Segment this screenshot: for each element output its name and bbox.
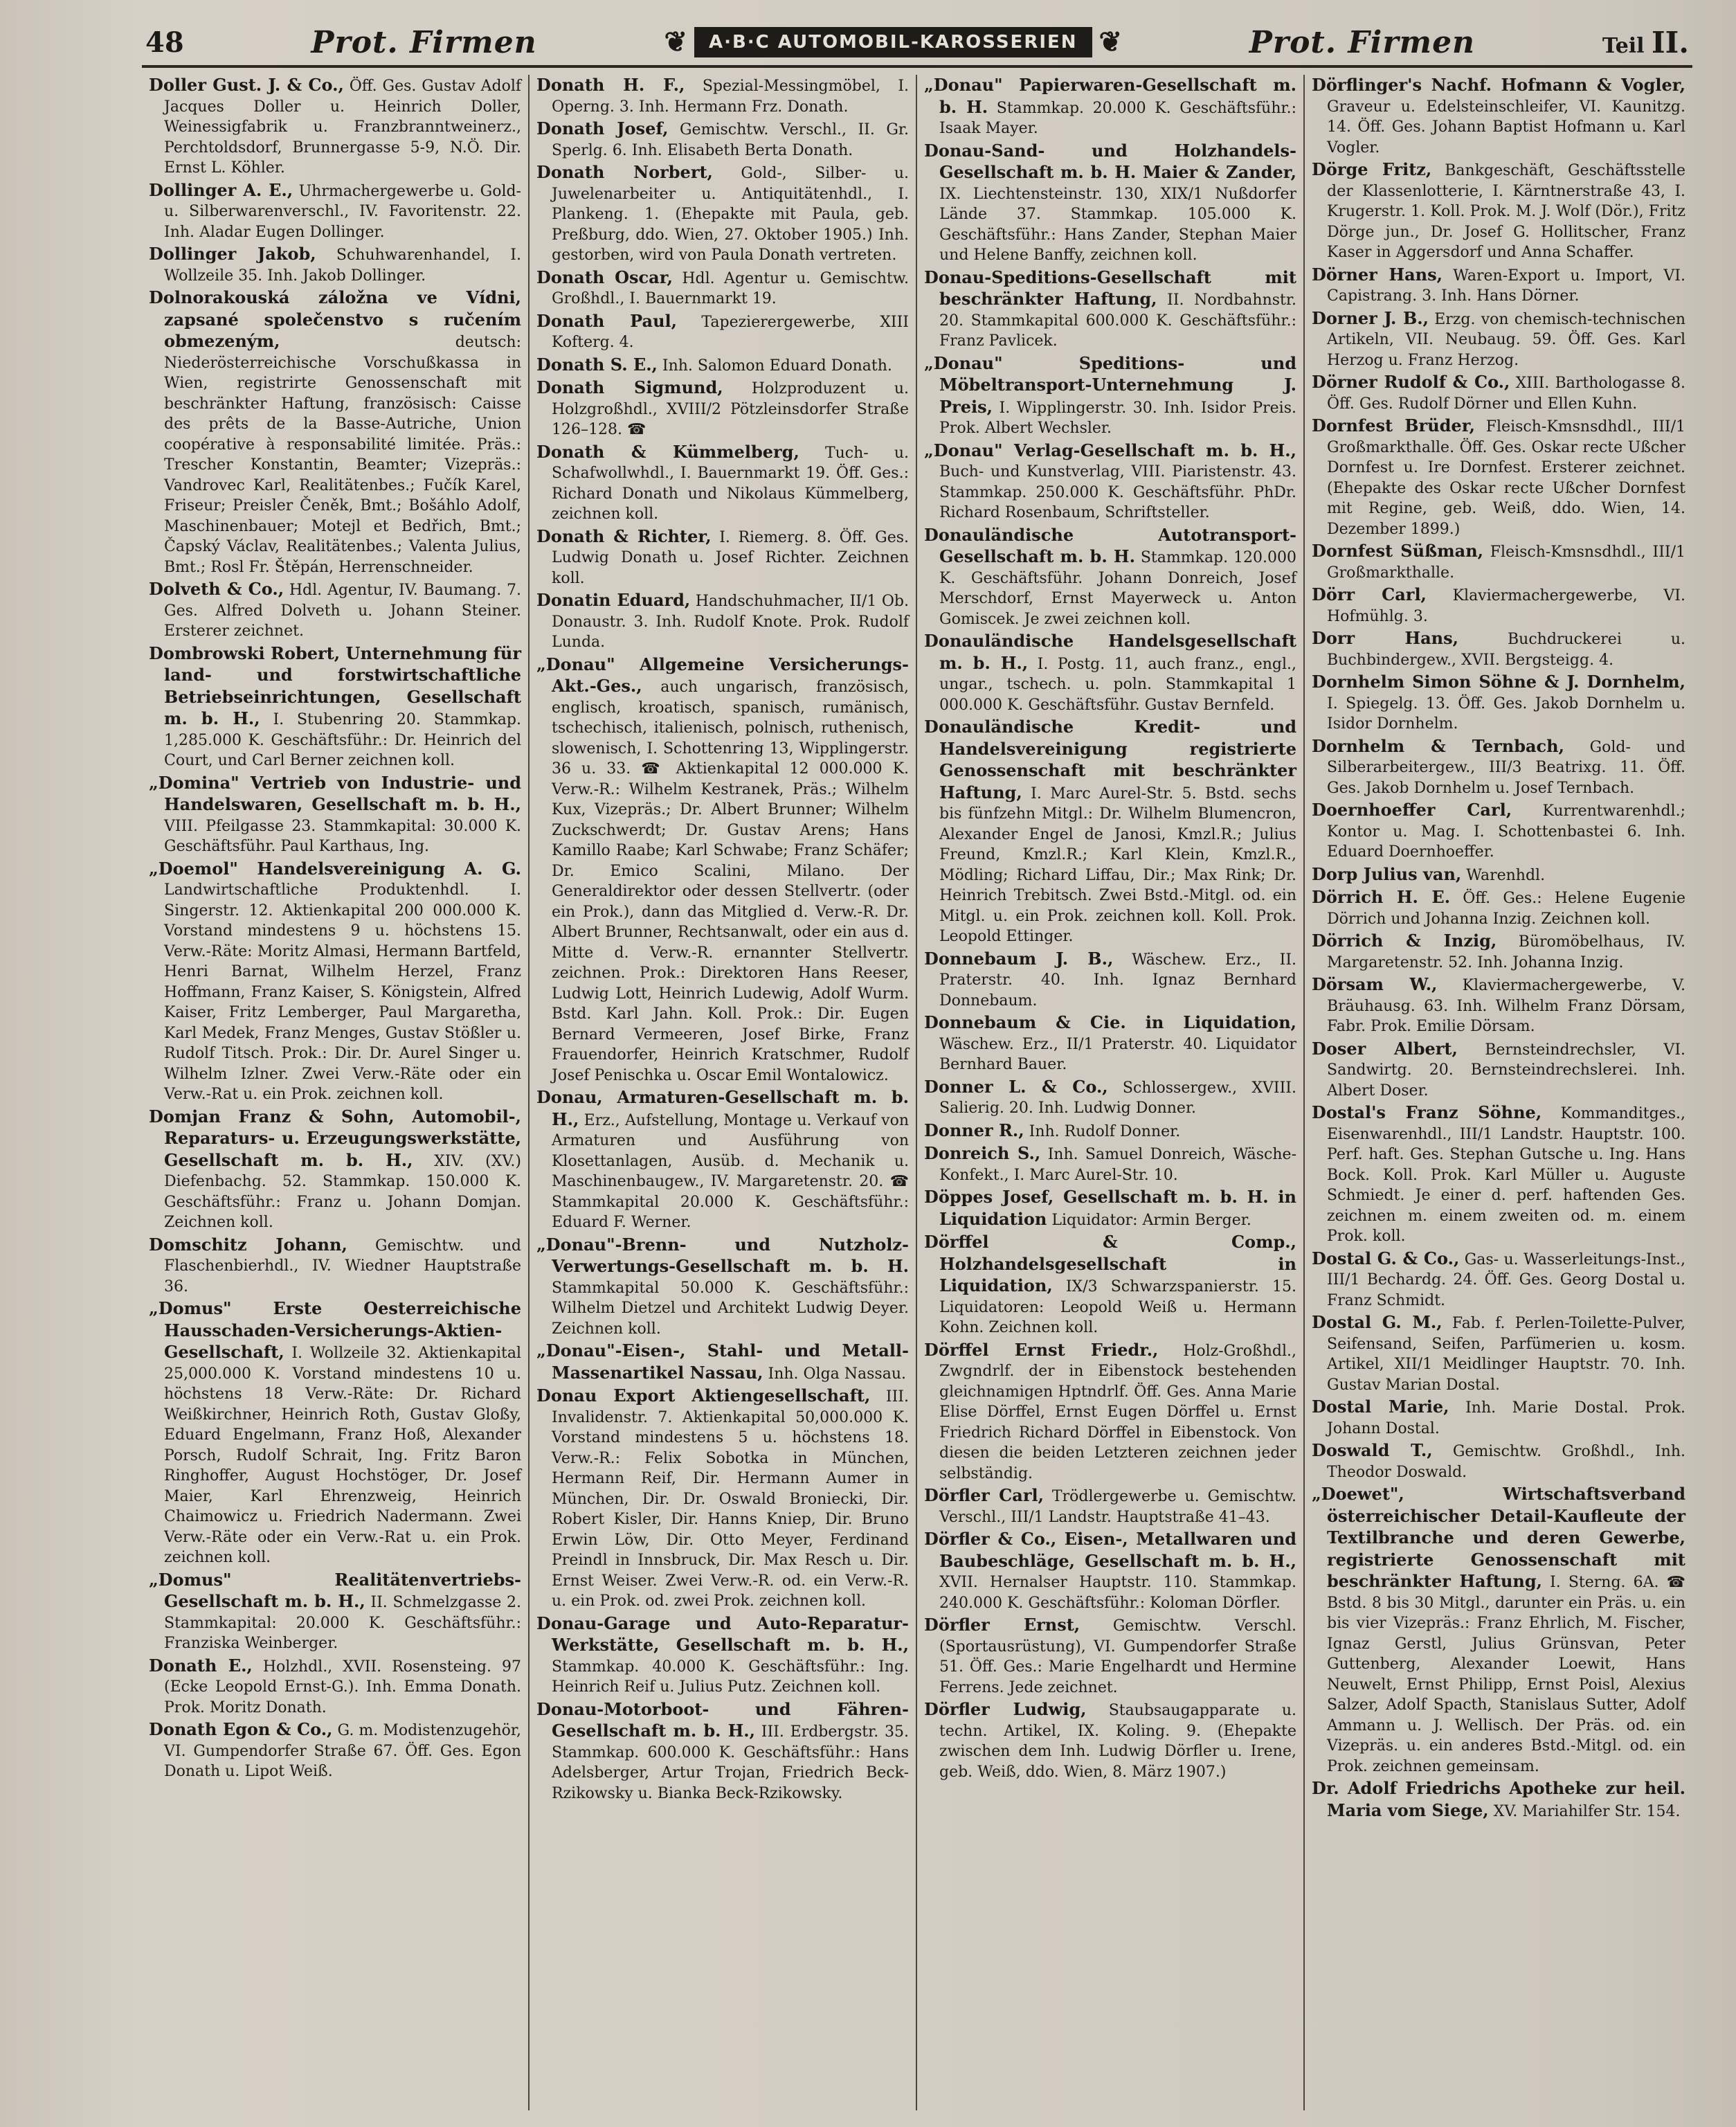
directory-entry xyxy=(149,75,521,179)
entry-firm-name: Dostal's Franz Söhne, xyxy=(1312,1102,1542,1122)
directory-entry xyxy=(924,1485,1296,1527)
entry-firm-name: Donath Oscar, xyxy=(536,267,673,287)
directory-entry xyxy=(924,353,1296,439)
entry-firm-name: Dr. Adolf Friedrichs Apotheke zur heil. Maria vom Siege, xyxy=(1312,1778,1685,1820)
entry-details: Öff. Ges.: Helene Eugenie Dörrich und Johanna Inzig. Zeichnen koll. xyxy=(1327,890,1685,928)
entry-details: I. Wollzeile 32. Aktienkapital 25,000.000 K. Vorstand mindestens 10 u. höchstens 18 Verw.-Räte: Dr. Richard Weißkirchner, Heinrich Roth, Gustav Gloßy, Eduard Engelmann, Franz Hoß, Alexander Porsch, Rudolf Schrait, Ing. Fritz Baron Ringhoffer, August Hochstöger, Dr. Josef Maier, Karl Ehrenzweig, Heinrich Chaimowicz u. Friedrich Nadermann. Zwei Verw.-Räte oder ein Verw.-Rat u. ein Prok. zeichnen koll. xyxy=(164,1345,521,1566)
directory-entry xyxy=(149,1570,521,1654)
entry-firm-name: Dolnorakouská záložna ve Vídni, zapsané společenstvo s ručením obmezeným, xyxy=(149,287,521,351)
directory-entry xyxy=(1312,974,1685,1037)
entry-details: Klaviermachergewerbe, V. Bräuhausg. 63. Inh. Wilhelm Franz Dörsam, Fabr. Prok. Emilie Dörsam. xyxy=(1327,977,1685,1035)
directory-entry xyxy=(536,75,909,117)
directory-entry xyxy=(924,1012,1296,1075)
directory-entry xyxy=(1312,584,1685,627)
entry-details: deutsch: Niederösterreichische Vorschußkassa in Wien, registrirte Genossenschaft mit beschränkter Haftung, französisch: Caisse des prêts de la Basse-Autriche, Union coopérative à responsabilité limitée. Präs.: Trescher Konstantin, Beamter; Vizepräs.: Vandrovec Karl, Realitätenbes.; Fučík Karel, Friseur; Preisler Čeněk, Bmt.; Bošáhlo Adolf, Maschinenbauer; Motejl et Bedřich, Bmt.; Čapský Václav, Realitätenbes.; Valenta Julius, Bmt.; Rosl Fr. Štěpán, Herrenschneider. xyxy=(164,334,521,576)
entry-firm-name: Döppes Josef, Gesellschaft m. b. H. in Liquidation xyxy=(924,1187,1296,1229)
entry-firm-name: Donreich S., xyxy=(924,1143,1041,1163)
directory-entry xyxy=(149,1719,521,1782)
entry-firm-name: Donath & Kümmelberg, xyxy=(536,441,799,462)
entry-details: Hdl. Agentur u. Gemischtw. Großhdl., I. Bauernmarkt 19. xyxy=(552,269,910,307)
directory-entry xyxy=(924,141,1296,266)
entry-firm-name: „Domus" Realitätenvertriebs-Gesellschaft m. b. H., xyxy=(149,1569,521,1611)
directory-entry xyxy=(924,525,1296,630)
entry-firm-name: „Donau" Speditions- und Möbeltransport-Unternehmung J. Preis, xyxy=(924,352,1296,417)
entry-firm-name: Dörsam W., xyxy=(1312,974,1438,994)
directory-entry xyxy=(536,442,909,525)
entry-firm-name: „Donau" Papierwaren-Gesellschaft m. b. H. xyxy=(924,75,1296,117)
entry-details: Uhrmachergewerbe u. Gold- u. Silberwarenverschl., IV. Favoritenstr. 22. Inh. Aladar Eugen Dollinger. xyxy=(164,182,521,241)
entry-firm-name: Donath Sigmund, xyxy=(536,377,723,397)
entry-details: Öff. Ges. Gustav Adolf Jacques Doller u. Heinrich Doller, Weinessigfabrik u. Franzbranntweinerz., Perchtoldsdorf, Brunnergasse 5-9, N.Ö. Dir. Ernst L. Köhler. xyxy=(164,78,521,177)
entry-firm-name: Donath Egon & Co., xyxy=(149,1719,333,1739)
directory-entry xyxy=(536,654,909,1086)
entry-firm-name: Donnebaum & Cie. in Liquidation, xyxy=(924,1012,1296,1032)
entry-details: Fleisch-Kmsnsdhdl., III/1 Großmarkthalle. Öff. Ges. Oskar recte Ußcher Dornfest u. Ire Dornfest. Ersterer zeichnet. (Ehepakte des Oskar recte Ußcher Dornfest mit Regine, geb. Weiß, ddo. Wien, 14. Dezember 1899.) xyxy=(1327,418,1685,538)
directory-entry xyxy=(924,1699,1296,1782)
entry-details: Inh. Rudolf Donner. xyxy=(1029,1122,1181,1140)
entry-firm-name: Dollinger Jakob, xyxy=(149,244,316,264)
directory-entry xyxy=(1312,887,1685,929)
entry-details: Holzhdl., XVII. Rosensteing. 97 (Ecke Leopold Ernst-G.). Inh. Emma Donath. Prok. Moritz Donath. xyxy=(164,1658,521,1716)
entry-firm-name: Dolveth & Co., xyxy=(149,579,284,599)
directory-entry xyxy=(1312,864,1685,886)
listing-columns xyxy=(142,75,1692,2110)
entry-details: Inh. Salomon Eduard Donath. xyxy=(662,357,892,375)
entry-firm-name: Doller Gust. J. & Co., xyxy=(149,75,344,95)
entry-firm-name: Donau-Sand- und Holzhandels-Gesellschaft m. b. H. Maier & Zander, xyxy=(924,140,1296,182)
entry-details: Stammkapital 50.000 K. Geschäftsführ.: Wilhelm Dietzel und Architekt Ludwig Deyer. Zeichnen koll. xyxy=(552,1279,909,1338)
directory-entry xyxy=(536,267,909,309)
entry-details: XIV. (XV.) Diefenbachg. 52. Stammkap. 150.000 K. Geschäftsführ.: Franz u. Johann Domjan. Zeichnen koll. xyxy=(164,1152,522,1231)
entry-details: Gas- u. Wasserleitungs-Inst., III/1 Bechardg. 24. Öff. Ges. Georg Dostal u. Franz Schmidt. xyxy=(1327,1250,1685,1309)
directory-entry xyxy=(536,526,909,589)
entry-details: Gemischtw. und Flaschenbierhdl., IV. Wiedner Hauptstraße 36. xyxy=(164,1237,521,1295)
entry-details: Gemischtw. Großhdl., Inh. Theodor Doswald. xyxy=(1327,1443,1685,1481)
part-number: II. xyxy=(1652,25,1689,60)
directory-entry xyxy=(149,1655,521,1718)
directory-entry xyxy=(924,1529,1296,1613)
directory-entry xyxy=(536,354,909,377)
directory-entry xyxy=(924,1077,1296,1119)
entry-details: Bernsteindrechsler, VI. Sandwirtg. 20. Bernsteindrechslerei. Inh. Albert Doser. xyxy=(1327,1041,1685,1100)
entry-details: Holzproduzent u. Holzgroßhdl., XVIII/2 Pötzleinsdorfer Straße 126–128. ☎ xyxy=(552,380,910,438)
entry-firm-name: Donauländische Handelsgesellschaft m. b. H., xyxy=(924,631,1296,673)
entry-firm-name: „Donau"-Brenn- und Nutzholz-Verwertungs-Gesellschaft m. b. H. xyxy=(536,1234,909,1276)
entry-firm-name: Dörfler Ernst, xyxy=(924,1615,1081,1635)
entry-details: XV. Mariahilfer Str. 154. xyxy=(1493,1802,1681,1820)
entry-firm-name: Dornhelm & Ternbach, xyxy=(1312,735,1564,756)
entry-details: I. Wipplingerstr. 30. Inh. Isidor Preis. Prok. Albert Wechsler. xyxy=(939,399,1296,437)
entry-firm-name: Doswald T., xyxy=(1312,1440,1433,1460)
entry-firm-name: Donath S. E., xyxy=(536,354,658,375)
directory-entry xyxy=(1312,159,1685,263)
entry-firm-name: Donau-Speditions-Gesellschaft mit beschränkter Haftung, xyxy=(924,267,1296,309)
entry-details: Erzg. von chemisch-technischen Artikeln, VII. Neubaug. 59. Öff. Ges. Karl Herzog u. Franz Herzog. xyxy=(1327,310,1686,369)
directory-entry xyxy=(149,180,521,243)
directory-entry xyxy=(924,1143,1296,1185)
entry-details: II. Schmelzgasse 2. Stammkapital: 20.000 K. Geschäftsführ.: Franziska Weinberger. xyxy=(164,1594,521,1652)
directory-entry xyxy=(1312,931,1685,973)
column-1 xyxy=(142,75,530,2110)
directory-entry xyxy=(924,267,1296,352)
entry-details: Warenhdl. xyxy=(1466,866,1546,884)
directory-entry xyxy=(1312,75,1685,158)
directory-entry xyxy=(1312,1102,1685,1247)
entry-details: auch ungarisch, französisch, englisch, kroatisch, spanisch, rumänisch, tschechisch, italienisch, polnisch, ruthenisch, slowenisch, I. Schottenring 13, Wipplingerstr. 36 u. 33. ☎ Aktienkapital 12 000.000 K. Verw.-R.: Wilhelm Kestranek, Präs.; Wilhelm Kux, Vizepräs.; Dr. Albert Brunner; Wilhelm Zuckschwerdt; Dr. Gustav Arens; Hans Kamillo Raabe; Karl Schwabe; Franz Schäfer; Dr. Emico Scalini, Milano. Der Generaldirektor oder dessen Stellvertr. (oder ein Prok.), dann das Mitglied d. Verw.-R. Dr. Albert Brunner, Rechtsanwalt, oder ein aus d. Mitte d. Verw.-R. ernannter Stellvertr. zeichnen. Prok.: Direktoren Hans Reeser, Ludwig Lott, Heinrich Ludewig, Adolf Wurm. Bstd. Karl Jahn. Koll. Prok.: Dir. Eugen Bernard Vermeeren, Josef Birke, Franz Frauendorfer, Heinrich Kratschmer, Rudolf Josef Penischka u. Oscar Emil Wontalowicz. xyxy=(552,679,909,1084)
entry-firm-name: Dombrowski Robert, Unternehmung für land- und forstwirtschaftliche Betriebseinrichtungen, Gesellschaft m. b. H., xyxy=(149,643,521,728)
directory-entry xyxy=(536,311,909,353)
directory-entry xyxy=(149,1298,521,1568)
entry-details: Stammkap. 40.000 K. Geschäftsführ.: Ing. Heinrich Reif u. Julius Putz. Zeichnen koll. xyxy=(552,1658,909,1696)
page-number: 48 xyxy=(145,26,184,59)
entry-details: Tapezierergewerbe, XIII Kofterg. 4. xyxy=(552,313,909,351)
entry-firm-name: „Doewet", Wirtschaftsverband österreichischer Detail-Kaufleute der Textilbranche und deren Gewerbe, registrierte Genossenschaft mit beschränkter Haftung, xyxy=(1312,1484,1685,1591)
column-4 xyxy=(1305,75,1692,2110)
entry-details: Gemischtw. Verschl., II. Gr. Sperlg. 6. Inh. Elisabeth Berta Donath. xyxy=(552,121,909,159)
directory-entry xyxy=(1312,1440,1685,1482)
directory-entry xyxy=(536,1235,909,1340)
entry-firm-name: Dornfest Brüder, xyxy=(1312,415,1475,436)
entry-details: I. Stubenring 20. Stammkap. 1,285.000 K. Geschäftsführ.: Dr. Heinrich del Court, und Carl Berner zeichnen koll. xyxy=(164,711,521,769)
entry-firm-name: Dörfler Ludwig, xyxy=(924,1699,1087,1719)
directory-entry xyxy=(924,949,1296,1012)
entry-firm-name: Donauländische Kredit- und Handelsvereinigung registrierte Genossenschaft mit beschränkter Haftung, xyxy=(924,717,1296,802)
entry-firm-name: „Doemol" Handelsvereinigung A. G. xyxy=(149,858,521,879)
directory-entry xyxy=(536,590,909,653)
entry-details: Inh. Samuel Donreich, Wäsche-Konfekt., I. Marc Aurel-Str. 10. xyxy=(939,1146,1297,1184)
entry-firm-name: Dörffel Ernst Friedr., xyxy=(924,1339,1159,1360)
directory-entry xyxy=(536,1340,909,1384)
directory-entry xyxy=(1312,541,1685,583)
entry-firm-name: „Domus" Erste Oesterreichische Hausschaden-Versicherungs-Aktien-Gesellschaft, xyxy=(149,1298,521,1362)
directory-entry xyxy=(1312,308,1685,371)
entry-details: III. Invalidenstr. 7. Aktienkapital 50,000.000 K. Vorstand mindestens 5 u. höchstens 18. Verw.-R.: Felix Sobotka in München, Hermann Reif, Dir. Hermann Aumer in München, Dir. Dr. Oswald Broniecki, Dir. Robert Kisler, Dir. Hanns Kniep, Dir. Bruno Erwin Löw, Dir. Otto Meyer, Ferdinand Preindl in Innsbruck, Dir. Max Resch u. Dir. Ernst Weiser. Zwei Verw.-R. od. ein Verw.-R. u. ein Prok. od. zwei Prok. zeichnen koll. xyxy=(552,1388,909,1610)
directory-entry xyxy=(1312,1039,1685,1102)
entry-firm-name: Dörflinger's Nachf. Hofmann & Vogler, xyxy=(1312,75,1685,95)
entry-firm-name: Dornfest Süßman, xyxy=(1312,541,1483,561)
directory-entry xyxy=(924,1615,1296,1698)
entry-details: XIII. Barthologasse 8. Öff. Ges. Rudolf Dörner und Ellen Kuhn. xyxy=(1327,375,1685,413)
directory-entry xyxy=(924,631,1296,715)
entry-details: Staubsaugapparate u. techn. Artikel, IX. Koling. 9. (Ehepakte zwischen dem Inh. Ludwig Dörfler u. Irene, geb. Weiß, ddo. Wien, 8. März 1907.) xyxy=(939,1702,1296,1781)
entry-firm-name: Donau-Motorboot- und Fähren-Gesellschaft m. b. H., xyxy=(536,1698,909,1741)
entry-firm-name: Donath E., xyxy=(149,1655,253,1676)
directory-entry xyxy=(1312,1397,1685,1439)
entry-details: Liquidator: Armin Berger. xyxy=(1051,1211,1251,1229)
directory-entry xyxy=(536,1699,909,1804)
part-indicator xyxy=(1602,26,1689,60)
directory-entry xyxy=(1312,372,1685,414)
entry-firm-name: Donath & Richter, xyxy=(536,526,712,546)
entry-details: Klaviermachergewerbe, VI. Hofmühlg. 3. xyxy=(1327,587,1685,625)
directory-entry xyxy=(536,1087,909,1233)
entry-firm-name: Dörffel & Comp., Holzhandelsgesellschaft in Liquidation, xyxy=(924,1232,1296,1295)
entry-details: XVII. Hernalser Hauptstr. 110. Stammkap. 240.000 K. Geschäftsführ.: Koloman Dörfler. xyxy=(939,1574,1296,1612)
emblem-left-icon: ❦ xyxy=(664,26,687,58)
directory-entry xyxy=(1312,1312,1685,1395)
directory-entry xyxy=(924,717,1296,947)
directory-entry xyxy=(924,1232,1296,1338)
directory-entry xyxy=(149,287,521,577)
part-label: Teil xyxy=(1602,33,1645,58)
directory-entry xyxy=(924,1340,1296,1484)
entry-firm-name: Donner L. & Co., xyxy=(924,1076,1108,1097)
entry-details: Kommanditges., Eisenwarenhdl., III/1 Landstr. Hauptstr. 100. Perf. haft. Ges. Stephan Gutsche u. Ing. Hans Bock. Koll. Prok. Karl Müller u. Auguste Schmiedt. Je einer d. perf. haftenden Ges. zeichnen m. einem zweiten od. m. einem Prok. koll. xyxy=(1327,1105,1685,1245)
entry-firm-name: Dörfler & Co., Eisen-, Metallwaren und Baubeschläge, Gesellschaft m. b. H., xyxy=(924,1529,1296,1571)
entry-details: Waren-Export u. Import, VI. Capistrang. 3. Inh. Hans Dörner. xyxy=(1327,267,1685,305)
entry-details: Tuch- u. Schafwollwhdl., I. Bauernmarkt 19. Öff. Ges.: Richard Donath und Nikolaus Kümmelberg, zeichnen koll. xyxy=(552,444,909,523)
directory-entry xyxy=(924,75,1296,139)
directory-entry xyxy=(1312,415,1685,539)
entry-firm-name: Dörrich H. E. xyxy=(1312,887,1451,907)
entry-firm-name: Doser Albert, xyxy=(1312,1038,1458,1059)
entry-firm-name: Donatin Eduard, xyxy=(536,590,691,610)
directory-entry xyxy=(1312,1778,1685,1822)
entry-firm-name: Donath Norbert, xyxy=(536,162,713,182)
entry-details: Buch- und Kunstverlag, VIII. Piaristenstr. 43. Stammkap. 250.000 K. Geschäftsführ. PhDr. Richard Rosenbaum, Schriftsteller. xyxy=(939,463,1296,521)
directory-entry xyxy=(1312,628,1685,670)
entry-firm-name: Dornhelm Simon Söhne & J. Dornhelm, xyxy=(1312,672,1685,692)
entry-firm-name: Donath H. F., xyxy=(536,75,685,95)
directory-entry xyxy=(1312,1248,1685,1311)
directory-entry xyxy=(149,244,521,286)
entry-details: Stammkap. 20.000 K. Geschäftsführ.: Isaak Mayer. xyxy=(939,99,1296,137)
entry-details: Fab. f. Perlen-Toilette-Pulver, Seifensand, Seifen, Parfümerien u. kosm. Artikel, XII/1 Meidlinger Hauptstr. 70. Inh. Gustav Marian Dostal. xyxy=(1327,1315,1685,1394)
directory-entry xyxy=(1312,736,1685,799)
directory-entry xyxy=(536,162,909,266)
header-rule xyxy=(142,65,1692,68)
column-3 xyxy=(917,75,1305,2110)
entry-firm-name: Dostal G. & Co., xyxy=(1312,1248,1460,1268)
entry-details: Stammkap. 120.000 K. Geschäftsführ. Johann Donreich, Josef Merschdorf, Ernst Mayerweck u. Anton Gomiscek. Je zwei zeichnen koll. xyxy=(939,549,1296,628)
directory-entry xyxy=(924,440,1296,523)
directory-entry xyxy=(1312,1484,1685,1777)
directory-entry xyxy=(536,377,909,440)
directory-entry xyxy=(1312,800,1685,863)
directory-entry xyxy=(149,579,521,642)
entry-firm-name: Dörr Carl, xyxy=(1312,584,1427,604)
page-header xyxy=(145,22,1689,62)
entry-details: Wäschew. Erz., II. Praterstr. 40. Inh. Ignaz Bernhard Donnebaum. xyxy=(939,951,1296,1009)
entry-details: Inh. Marie Dostal. Prok. Johann Dostal. xyxy=(1327,1399,1686,1437)
entry-firm-name: Dörner Rudolf & Co., xyxy=(1312,372,1510,392)
entry-firm-name: Dostal G. M., xyxy=(1312,1312,1443,1332)
entry-details: Trödlergewerbe u. Gemischtw. Verschl., III/1 Landstr. Hauptstraße 41–43. xyxy=(939,1488,1297,1526)
entry-details: Schuhwarenhandel, I. Wollzeile 35. Inh. Jakob Dollinger. xyxy=(164,246,521,285)
entry-firm-name: Dollinger A. E., xyxy=(149,179,293,200)
entry-details: III. Erdbergstr. 35. Stammkap. 600.000 K. Geschäftsführ.: Hans Adelsberger, Artur Trojan, Friedrich Beck-Rzikowsky u. Bianka Beck-Rzikowsky. xyxy=(552,1723,909,1802)
entry-details: I. Sterng. 6A. ☎ Bstd. 8 bis 30 Mitgl., darunter ein Präs. u. ein bis vier Vizepräs.: Franz Ehrlich, M. Fischer, Ignaz Gerstl, Julius Grünsvan, Peter Guttenberg, Alexander Loewit, Hans Neuwelt, Ernst Philipp, Ernst Poisl, Alexius Salzer, Adolf Spacth, Stanislaus Sutter, Adolf Ammann u. J. Wellisch. Der Präs. od. ein Vizepräs. u. ein anderes Bstd.-Mitgl. od. ein Prok. zeichnen gemeinsam. xyxy=(1327,1574,1685,1775)
running-title-right: Prot. Firmen xyxy=(1249,24,1476,60)
entry-firm-name: Donner R., xyxy=(924,1120,1024,1140)
entry-firm-name: Doernhoeffer Carl, xyxy=(1312,800,1512,820)
header-banner xyxy=(664,27,1122,57)
entry-firm-name: Donau, Armaturen-Gesellschaft m. b. H., xyxy=(536,1087,909,1129)
entry-details: Hdl. Agentur, IV. Baumang. 7. Ges. Alfred Dolveth u. Johann Steiner. Ersterer zeichnet. xyxy=(164,582,521,640)
entry-details: Gold- und Silberarbeitergew., III/3 Beatrixg. 11. Öff. Ges. Jakob Dornhelm u. Josef Ternbach. xyxy=(1327,738,1685,797)
directory-entry xyxy=(1312,672,1685,735)
entry-firm-name: Dorr Hans, xyxy=(1312,628,1459,648)
directory-entry xyxy=(536,1385,909,1612)
directory-entry xyxy=(149,773,521,857)
entry-firm-name: Donnebaum J. B., xyxy=(924,948,1114,969)
directory-entry xyxy=(924,1187,1296,1230)
entry-details: I. Marc Aurel-Str. 5. Bstd. sechs bis fünfzehn Mitgl.: Dr. Wilhelm Blumencron, Alexander Engel de Janosi, Kmzl.R.; Julius Freund, Kmzl.R.; Karl Klein, Kmzl.R., Mödling; Richard Liffau, Dir.; Max Rink; Dr. Heinrich Trebitsch. Zwei Bstd.-Mitgl. od. ein Mitgl. u. ein Prok. zeichnen koll. Koll. Prok. Leopold Ettinger. xyxy=(939,784,1297,945)
entry-firm-name: Donath Josef, xyxy=(536,118,669,138)
entry-firm-name: Dorner J. B., xyxy=(1312,307,1429,328)
directory-entry xyxy=(149,643,521,771)
entry-details: Bankgeschäft, Geschäftsstelle der Klassenlotterie, I. Kärntnerstraße 43, I. Krugerstr. 1. Koll. Prok. M. J. Wolf (Dör.), Fritz Dörge jun., Dr. Josef G. Hollitscher, Franz Kaser in Aggersdorf und Anna Schaffer. xyxy=(1327,162,1685,261)
banner-text: A·B·C AUTOMOBIL-KAROSSERIEN xyxy=(694,27,1092,57)
entry-details: G. m. Modistenzugehör, VI. Gumpendorfer Straße 67. Öff. Ges. Egon Donath u. Lipot Weiß. xyxy=(164,1722,521,1780)
entry-details: Gold-, Silber- u. Juwelenarbeiter u. Antiquitätenhdl., I. Plankeng. 1. (Ehepakte mit Paula, geb. Preßburg, ddo. Wien, 27. Oktober 1905.) Inh. gestorben, wird von Paula Donath vertreten. xyxy=(552,165,910,264)
entry-details: VIII. Pfeilgasse 23. Stammkapital: 30.000 K. Geschäftsführ. Paul Karthaus, Ing. xyxy=(164,817,521,855)
entry-details: I. Spiegelg. 13. Öff. Ges. Jakob Dornhelm u. Isidor Dornhelm. xyxy=(1327,694,1685,733)
directory-entry xyxy=(149,1106,521,1233)
entry-details: IX/3 Schwarzspanierstr. 15. Liquidatoren: Leopold Weiß u. Hermann Kohn. Zeichnen koll. xyxy=(939,1278,1296,1336)
directory-entry xyxy=(536,1613,909,1698)
entry-firm-name: Donau Export Aktiengesellschaft, xyxy=(536,1385,871,1406)
entry-firm-name: „Donau"-Eisen-, Stahl- und Metall-Massenartikel Nassau, xyxy=(536,1340,909,1383)
entry-firm-name: Dörner Hans, xyxy=(1312,264,1443,285)
entry-details: II. Nordbahnstr. 20. Stammkapital 600.000 K. Geschäftsführ.: Franz Pavlicek. xyxy=(939,291,1296,350)
entry-details: Handschuhmacher, II/1 Ob. Donaustr. 3. Inh. Rudolf Knote. Prok. Rudolf Lunda. xyxy=(552,593,910,651)
entry-details: Buchdruckerei u. Buchbindergew., XVII. Bergsteigg. 4. xyxy=(1327,631,1686,669)
entry-details: Kurrentwarenhdl.; Kontor u. Mag. I. Schottenbastei 6. Inh. Eduard Doernhoeffer. xyxy=(1327,802,1685,861)
entry-firm-name: Dörrich & Inzig, xyxy=(1312,931,1497,951)
entry-firm-name: Dörge Fritz, xyxy=(1312,159,1432,179)
entry-firm-name: „Domina" Vertrieb von Industrie- und Handelswaren, Gesellschaft m. b. H., xyxy=(149,772,521,814)
entry-details: Erz., Aufstellung, Montage u. Verkauf von Armaturen und Ausführung von Klosettanlagen, Ausüb. d. Mechanik u. Maschinenbaugew., IV. Margaretenstr. 20. ☎ Stammkapital 20.000 K. Geschäftsführ.: Eduard F. Werner. xyxy=(552,1111,910,1231)
directory-entry xyxy=(149,859,521,1105)
directory-entry xyxy=(924,1120,1296,1142)
entry-details: Fleisch-Kmsnsdhdl., III/1 Großmarkthalle. xyxy=(1327,544,1685,582)
emblem-right-icon: ❦ xyxy=(1098,26,1123,58)
entry-details: Büromöbelhaus, IV. Margaretenstr. 52. Inh. Johanna Inzig. xyxy=(1327,933,1685,971)
entry-details: Spezial-Messingmöbel, I. Operng. 3. Inh. Hermann Frz. Donath. xyxy=(552,78,910,116)
entry-firm-name: Domschitz Johann, xyxy=(149,1234,347,1255)
running-title-left: Prot. Firmen xyxy=(311,24,537,60)
entry-firm-name: Donath Paul, xyxy=(536,310,677,331)
entry-firm-name: Domjan Franz & Sohn, Automobil-, Reparaturs- u. Erzeugungswerkstätte, Gesellschaft m. b. H., xyxy=(149,1106,521,1170)
entry-details: I. Riemerg. 8. Öff. Ges. Ludwig Donath u. Josef Richter. Zeichnen koll. xyxy=(552,528,909,587)
directory-entry xyxy=(149,1235,521,1298)
entry-firm-name: Donau-Garage und Auto-Reparatur-Werkstätte, Gesellschaft m. b. H., xyxy=(536,1613,909,1655)
entry-firm-name: Dostal Marie, xyxy=(1312,1397,1449,1417)
directory-entry xyxy=(1312,264,1685,307)
entry-details: Inh. Olga Nassau. xyxy=(768,1365,907,1383)
entry-firm-name: „Donau" Allgemeine Versicherungs-Akt.-Ges., xyxy=(536,654,909,696)
entry-details: Wäschew. Erz., II/1 Praterstr. 40. Liquidator Bernhard Bauer. xyxy=(939,1035,1296,1073)
entry-details: Graveur u. Edelsteinschleifer, VI. Kaunitzg. 14. Öff. Ges. Johann Baptist Hofmann u. Karl Vogler. xyxy=(1327,98,1685,156)
entry-details: Schlossergew., XVIII. Salierig. 20. Inh. Ludwig Donner. xyxy=(939,1079,1296,1117)
entry-details: Holz-Großhdl., Zwgndrlf. der in Eibenstock bestehenden gleichnamigen Hptndrlf. Öff. Ges. Anna Marie Elise Dörffel, Ernst Eugen Dörffel u. Ernst Friedrich Richard Dörffel in Eibenstock. Von diesen die beiden Letzteren zeichnen jeder selbständig. xyxy=(939,1342,1297,1482)
entry-details: IX. Liechtensteinstr. 130, XIX/1 Nußdorfer Lände 37. Stammkap. 105.000 K. Geschäftsführ.: Hans Zander, Stephan Maier und Helene Banffy, zeichnen koll. xyxy=(939,185,1296,264)
entry-firm-name: Donauländische Autotransport-Gesellschaft m. b. H. xyxy=(924,524,1296,566)
column-2 xyxy=(530,75,917,2110)
entry-firm-name: Dörfler Carl, xyxy=(924,1485,1044,1505)
entry-details: Gemischtw. Verschl. (Sportausrüstung), VI. Gumpendorfer Straße 51. Öff. Ges.: Marie Engelhardt und Hermine Ferrens. Jede zeichnet. xyxy=(939,1617,1296,1696)
entry-firm-name: „Donau" Verlag-Gesellschaft m. b. H., xyxy=(924,440,1296,460)
directory-entry xyxy=(536,118,909,161)
entry-details: Landwirtschaftliche Produktenhdl. I. Singerstr. 12. Aktienkapital 200 000.000 K. Vorstand mindestens 9 u. höchstens 15. Verw.-Räte: Moritz Almasi, Hermann Bartfeld, Henri Barnat, Wilhelm Herzel, Franz Hoffmann, Franz Kaiser, S. Königstein, Alfred Kaiser, Fritz Lemberger, Paul Margaretha, Karl Medek, Franz Menges, Gustav Stößler u. Rudolf Titsch. Prok.: Dir. Dr. Aurel Singer u. Wilhelm Izlner. Zwei Verw.-Räte oder ein Verw.-Rat u. ein Prok. zeichnen koll. xyxy=(164,881,521,1103)
entry-firm-name: Dorp Julius van, xyxy=(1312,863,1462,884)
entry-details: I. Postg. 11, auch franz., engl., ungar., tschech. u. poln. Stammkapital 1 000.000 K. Geschäftsführ. Gustav Bernfeld. xyxy=(939,655,1296,714)
